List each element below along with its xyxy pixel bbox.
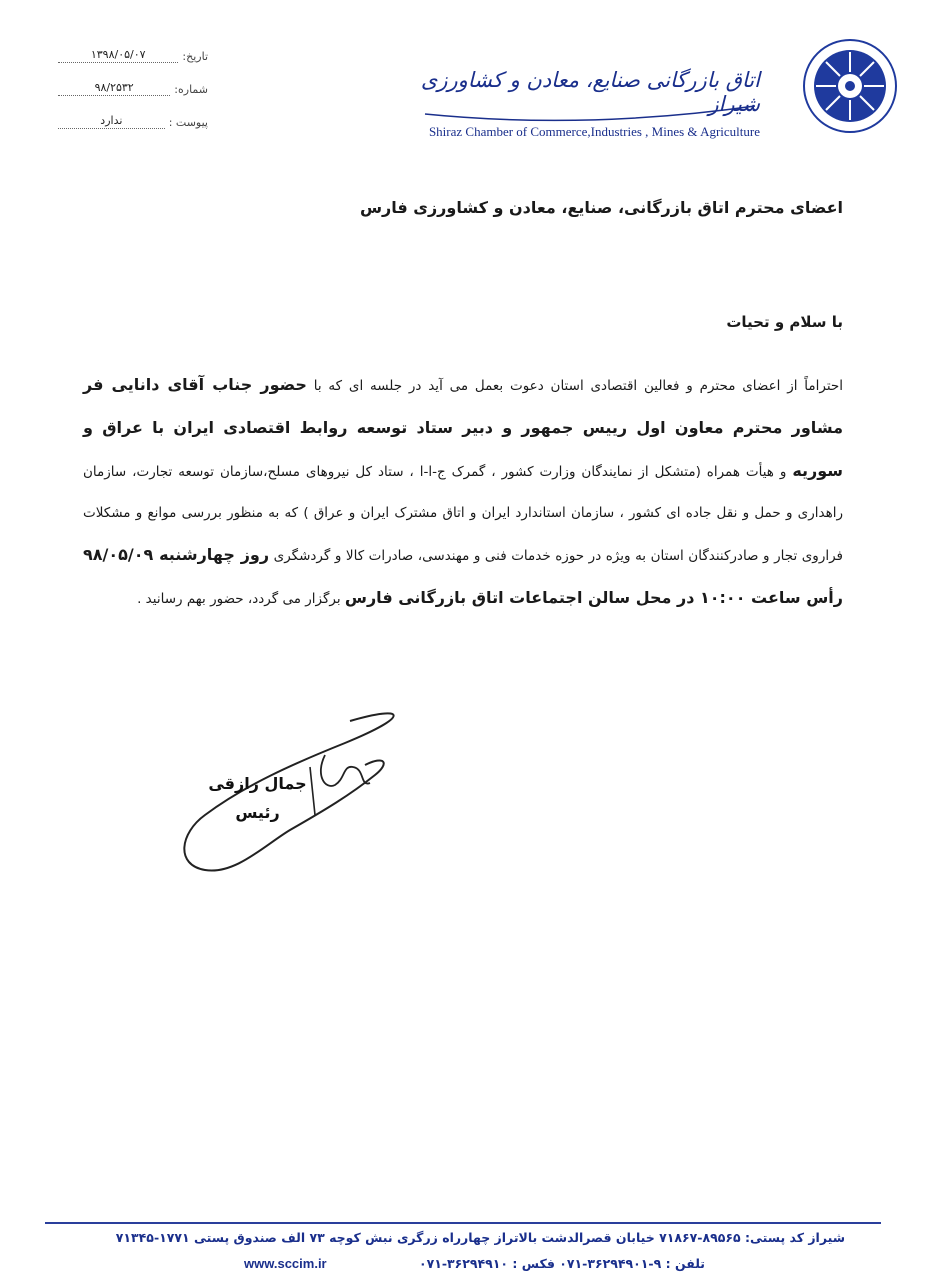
attachment-value: ندارد [58, 114, 165, 129]
chamber-emblem-icon [802, 38, 898, 134]
footer-website-link[interactable]: www.sccim.ir [244, 1256, 327, 1271]
date-value: ۱۳۹۸/۰۵/۰۷ [58, 48, 178, 63]
date-label: تاریخ: [182, 50, 208, 63]
letter-meta [58, 30, 208, 129]
body-datetime-bold: روز چهارشنبه ۹۸/۰۵/۰۹ رأس ساعت ۱۰:۰۰ در محل سالن اجتماعات اتاق بازرگانی فارس [83, 545, 843, 607]
signatory-name: جمال رازقی [208, 774, 307, 793]
body-intro: احتراماً از اعضای محترم و فعالین اقتصادی استان دعوت بعمل می آید در جلسه ای که با [313, 378, 844, 394]
org-name-en: Shiraz Chamber of Commerce,Industries , Mines & Agriculture [428, 124, 760, 139]
footer-divider [45, 1222, 881, 1224]
handwritten-signature [175, 695, 415, 895]
signatory-title: رئیس [235, 803, 280, 822]
body-closing: برگزار می گردد، حضور بهم رسانید . [137, 591, 341, 607]
letter-body [83, 364, 843, 620]
brand-underline [405, 96, 760, 126]
footer-address: شیراز کد پستی: ۸۹۵۶۵-۷۱۸۶۷ خیابان قصرالدشت بالاتراز چهارراه زرگری نبش کوچه ۷۳ الف صندوق پستی ۱۷۷۱-۷۱۳۴۵ [115, 1230, 845, 1245]
number-label: شماره: [174, 83, 208, 96]
attachment-label: پیوست : [168, 116, 208, 129]
body-delegation: و هیأت همراه (متشکل از نمایندگان وزارت کشور ، گمرک ج-ا-ا ، ستاد کل نیروهای مسلح،سازمان توسعه تجارت، سازمان راهداری و حمل و نقل جاده ای کشور ، سازمان استاندارد ایران و اتاق مشترک ایران و عراق ) که به منظور بررسی موانع و مشکلات فراروی تجار و صادرکنندگان استان به ویژه در حوزه خدمات فنی و مهندسی، صادرات کالا و گردشگری [83, 464, 843, 564]
attachment-row [58, 96, 208, 129]
recipient-line: اعضای محترم اتاق بازرگانی، صنایع، معادن و کشاورزی فارس [359, 198, 843, 217]
org-name-fa: اتاق بازرگانی صنایع، معادن و کشاورزی شیراز [420, 68, 760, 116]
number-row [58, 63, 208, 96]
footer-phones: تلفن : ۹-۳۶۲۹۴۹۰۱-۰۷۱ فکس : ۳۶۲۹۴۹۱۰-۰۷۱ [418, 1256, 705, 1271]
greeting-line: با سلام و تحیات [726, 313, 843, 331]
date-row [58, 30, 208, 63]
org-brand [405, 68, 760, 148]
number-value: ۹۸/۲۵۳۲ [58, 81, 170, 96]
body-guest-bold: حضور جناب آقای دانایی فر مشاور محترم معاون اول رییس جمهور و دبیر ستاد توسعه روابط اقتصادی ایران با عراق و سوریه [83, 375, 843, 480]
